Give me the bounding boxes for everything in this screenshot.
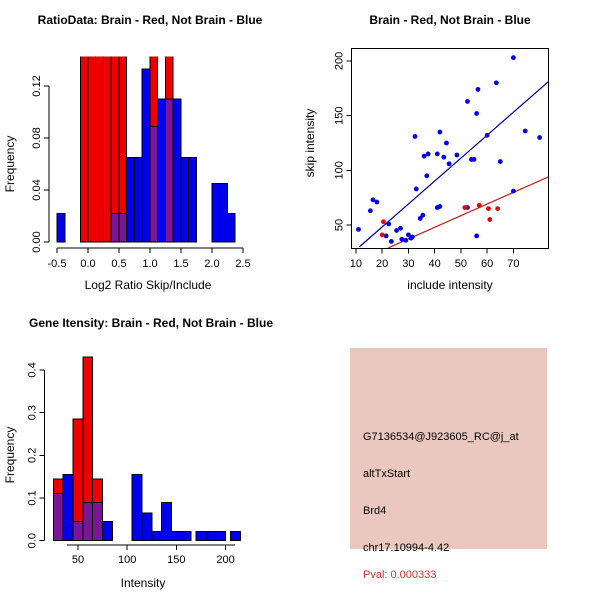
info-panel <box>300 300 600 600</box>
blue-histogram-bar <box>162 502 172 540</box>
axes <box>347 61 514 253</box>
blue-point <box>474 111 479 116</box>
overlap-histogram-bar <box>165 99 173 242</box>
red-point <box>486 206 491 211</box>
y-tick-label: 0.4 <box>26 362 39 378</box>
y-tick-label: 0.3 <box>26 404 39 421</box>
blue-point <box>444 141 449 146</box>
points-layer <box>356 55 542 244</box>
red-histogram-bar <box>103 34 111 242</box>
scatter-ylabel: skip intensity <box>303 108 317 178</box>
blue-point <box>476 87 481 92</box>
y-tick-label: 0.0 <box>26 533 39 549</box>
gene-name: Brd4 <box>363 505 387 517</box>
scatter-title: Brain - Red, Not Brain - Blue <box>369 13 531 27</box>
x-tick-label: 0.0 <box>80 258 96 270</box>
bars-layer <box>53 357 240 541</box>
blue-point <box>410 235 415 240</box>
blue-histogram-bar <box>230 531 240 540</box>
x-tick-label: 2.5 <box>235 258 251 270</box>
ratio-histogram-xlabel: Log2 Ratio Skip/Include <box>84 278 212 292</box>
red-point <box>477 203 482 208</box>
red-point <box>381 219 386 224</box>
x-tick-label: 50 <box>454 258 468 270</box>
x-tick-label: 10 <box>349 258 363 270</box>
y-tick-label: 0.12 <box>31 75 43 97</box>
overlap-histogram-bar <box>53 494 63 541</box>
scatter-plot <box>334 48 549 270</box>
red-histogram-bar <box>80 34 88 242</box>
info-box <box>350 348 547 581</box>
x-tick-label: 150 <box>167 554 186 566</box>
red-point <box>380 232 385 237</box>
overlap-histogram-bar <box>150 126 158 242</box>
blue-point <box>368 208 373 213</box>
blue-histogram-bar <box>103 521 113 540</box>
x-tick-label: 30 <box>402 258 415 270</box>
blue-point <box>356 227 361 232</box>
overlap-histogram-bar <box>93 502 103 540</box>
blue-point <box>441 155 446 160</box>
x-tick-label: 20 <box>376 258 389 270</box>
blue-histogram-bar <box>57 213 65 242</box>
blue-point <box>465 99 470 104</box>
x-tick-label: 200 <box>216 554 235 566</box>
y-tick-label: 0.00 <box>31 231 43 253</box>
blue-point <box>511 55 516 60</box>
red-point <box>487 217 492 222</box>
scatter-xlabel: include intensity <box>407 278 493 292</box>
y-tick-label: 0.08 <box>31 127 43 149</box>
blue-point <box>485 133 490 138</box>
y-tick-label: 150 <box>333 106 346 125</box>
blue-histogram-bar <box>142 513 152 541</box>
ratio-histogram-title: RatioData: Brain - Red, Not Brain - Blue <box>37 13 263 27</box>
blue-histogram-bar <box>158 99 166 242</box>
blue-histogram-bar <box>206 531 216 540</box>
locus-coordinates: chr17.10994-4.42 <box>363 542 450 554</box>
blue-histogram-bar <box>152 531 162 540</box>
blue-point <box>424 173 429 178</box>
y-tick-label: 0.2 <box>26 447 39 463</box>
y-tick-label: 0.04 <box>31 179 43 201</box>
ratio-histogram-ylabel: Frequency <box>3 135 17 193</box>
y-tick-label: 100 <box>333 161 346 180</box>
plot-box <box>352 48 549 248</box>
red-point <box>462 205 467 210</box>
y-tick-label: 200 <box>333 51 346 71</box>
x-tick-label: 100 <box>117 554 137 566</box>
blue-point <box>426 152 431 157</box>
gene-histogram-title: Gene Itensity: Brain - Red, Not Brain - Blue <box>28 316 274 330</box>
y-tick-label: 0.1 <box>26 490 39 506</box>
blue-point <box>374 200 379 205</box>
blue-point <box>498 159 503 164</box>
blue-point <box>511 189 516 194</box>
blue-histogram-bar <box>127 157 135 242</box>
blue-point <box>474 234 479 239</box>
blue-histogram-bar <box>196 531 206 540</box>
x-tick-label: 2.0 <box>204 258 220 270</box>
blue-histogram-bar <box>142 69 150 242</box>
probeset-id: G7136534@J923605_RC@j_at <box>363 431 519 443</box>
blue-histogram-bar <box>132 475 142 541</box>
blue-histogram-bar <box>220 183 228 242</box>
x-tick-label: 60 <box>481 258 494 270</box>
blue-point <box>403 238 408 243</box>
x-tick-label: 0.5 <box>111 258 127 270</box>
overlap-histogram-bar <box>111 213 119 242</box>
blue-point <box>389 239 394 244</box>
blue-histogram-bar <box>173 99 181 242</box>
x-tick-label: 1.5 <box>173 258 189 270</box>
blue-point <box>413 134 418 139</box>
blue-histogram-bar <box>63 475 73 541</box>
blue-point <box>537 135 542 140</box>
blue-point <box>472 157 477 162</box>
gene-histogram-ylabel: Frequency <box>3 426 17 484</box>
pval-line: Pval: 0.000333 <box>363 569 437 581</box>
ratio-histogram-panel <box>0 0 300 300</box>
x-tick-label: 70 <box>507 258 520 270</box>
y-tick-label: 50 <box>333 218 346 232</box>
blue-point <box>414 187 419 192</box>
red-point <box>495 206 500 211</box>
blue-histogram-bar <box>227 213 235 242</box>
blue-point <box>437 130 442 135</box>
gene-histogram-panel <box>0 300 300 600</box>
x-tick-label: -0.5 <box>47 258 67 270</box>
bars-layer <box>57 34 235 242</box>
blue-histogram-bar <box>189 157 197 242</box>
x-tick-label: 50 <box>71 554 85 566</box>
blue-point <box>386 222 391 227</box>
x-tick-label: 40 <box>428 258 441 270</box>
red-histogram-bar <box>96 34 104 242</box>
x-tick-label: 1.0 <box>142 258 158 270</box>
ratio-histogram-plot <box>31 34 251 270</box>
blue-histogram-bar <box>216 531 226 540</box>
blue-histogram-bar <box>171 531 181 540</box>
blue-histogram-bar <box>212 183 220 242</box>
blue-point <box>455 153 460 158</box>
blue-point <box>437 204 442 209</box>
scatter-panel <box>300 0 600 300</box>
red-histogram-bar <box>119 34 127 242</box>
red-histogram-bar <box>88 34 96 242</box>
blue-histogram-bar <box>181 157 189 242</box>
gene-histogram-xlabel: Intensity <box>120 576 166 590</box>
blue-histogram-bar <box>134 157 142 242</box>
blue-point <box>523 129 528 134</box>
overlap-histogram-bar <box>73 521 83 540</box>
blue-point <box>398 226 403 231</box>
gene-histogram-plot <box>27 357 241 566</box>
overlap-histogram-bar <box>119 213 127 242</box>
blue-point <box>494 80 499 85</box>
blue-point <box>447 161 452 166</box>
splice-event-type: altTxStart <box>363 468 411 480</box>
overlap-histogram-bar <box>83 502 93 540</box>
red-histogram-bar <box>111 34 119 242</box>
blue-point <box>435 152 440 157</box>
blue-point <box>420 213 425 218</box>
blue-histogram-bar <box>181 531 191 540</box>
